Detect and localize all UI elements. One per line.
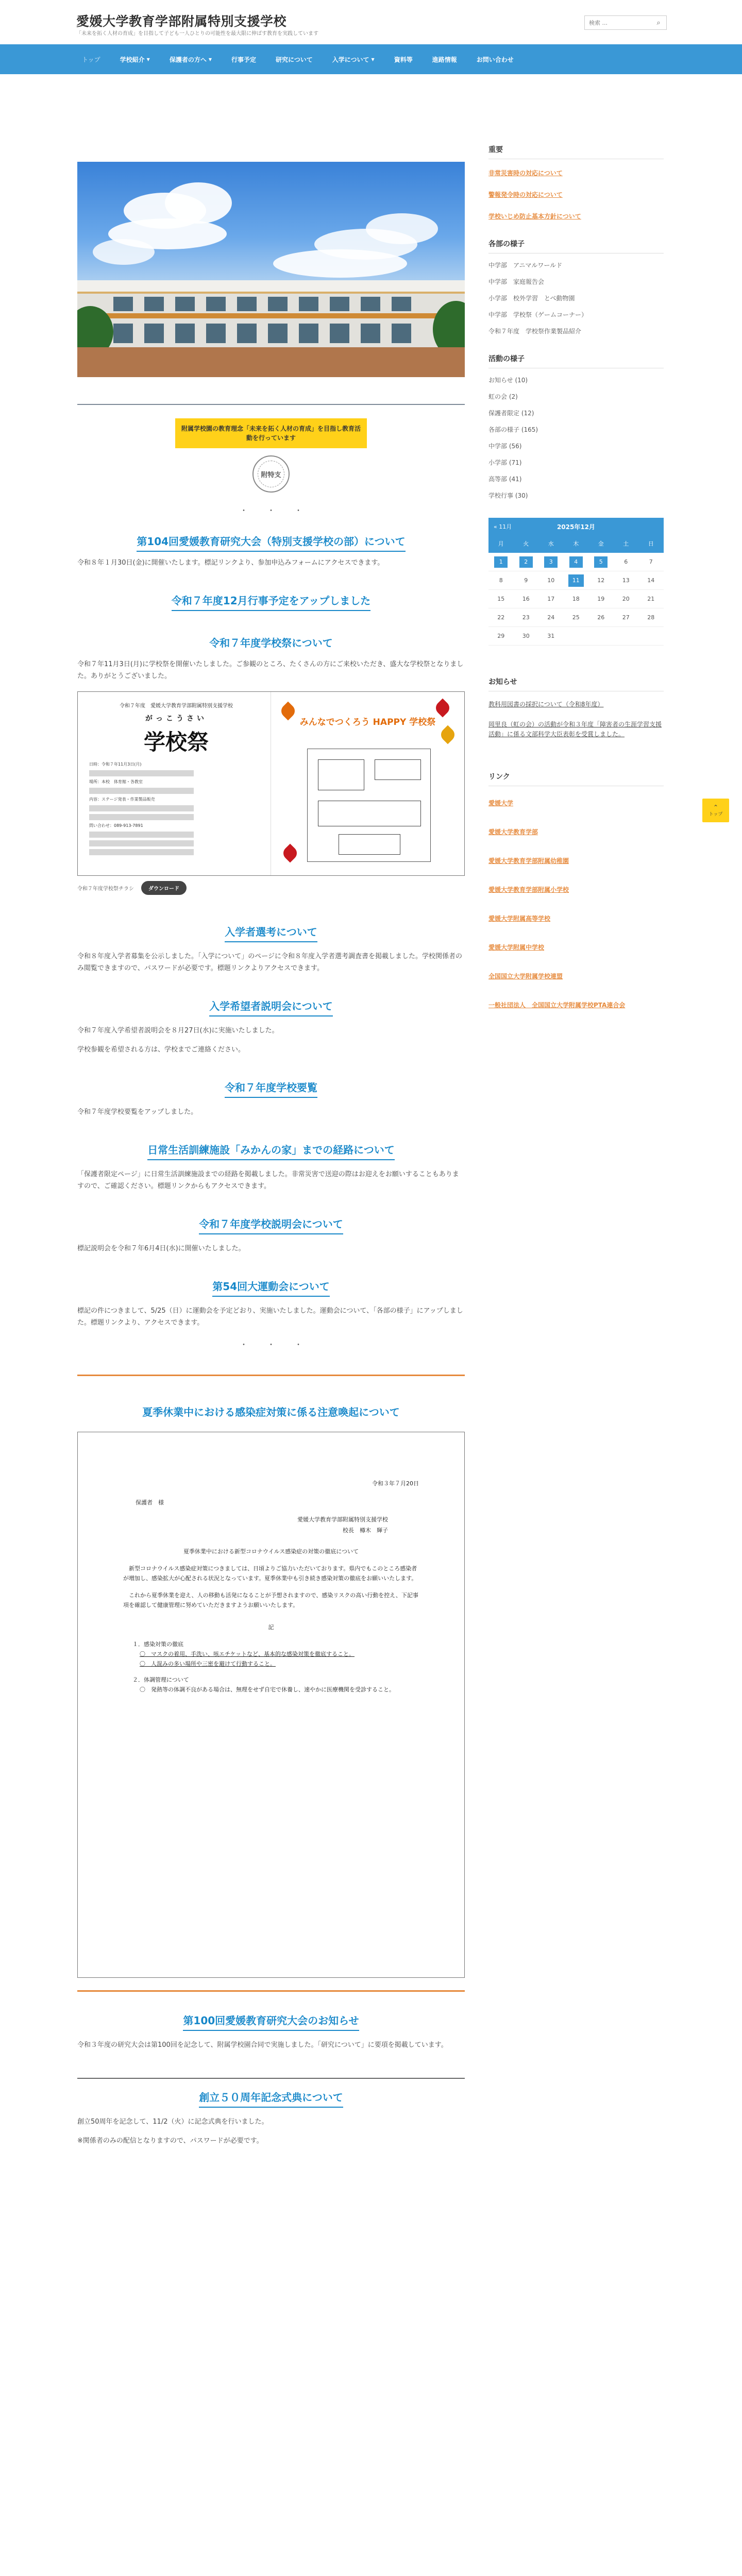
sidebar-sections	[488, 239, 664, 336]
day-number: 7	[649, 558, 653, 565]
notice-document	[77, 1432, 465, 1978]
notice-list-item: ２．体調管理について	[132, 1676, 189, 1683]
calendar-prev-link[interactable]: « 11月	[494, 523, 512, 530]
calendar-day	[614, 608, 639, 626]
calendar-day	[638, 571, 664, 589]
nav-label: トップ	[82, 56, 100, 63]
post	[77, 2013, 465, 2051]
banner-text: 附属学校園の教育理念「未来を拓く人材の育成」を目指し教育活動を行っています	[175, 418, 367, 448]
post-body: ※関係者のみの配信となりますので、パスワードが必要です。	[77, 2137, 263, 2145]
sidebar-external-link[interactable]: 全国国立大学附属学校連盟	[488, 973, 563, 980]
download-button[interactable]: ダウンロード	[141, 881, 187, 895]
day-number: 16	[522, 596, 530, 602]
banner	[77, 418, 465, 448]
arrow-up-icon: ⌃	[713, 803, 719, 811]
calendar-day[interactable]	[538, 553, 564, 571]
calendar-day	[538, 590, 564, 608]
notice-subject: 夏季休業中における新型コロナウイルス感染症の対策の徹底について	[183, 1548, 359, 1555]
site-header	[0, 0, 742, 44]
festival-flyer	[77, 691, 465, 876]
day-number: 10	[547, 577, 555, 584]
weekday: 土	[623, 540, 629, 547]
calendar-week	[488, 553, 664, 571]
flyer-heading: 令和７年度 愛媛大学教育学部附属特別支援学校	[120, 703, 233, 709]
calendar-day[interactable]	[514, 553, 539, 571]
post	[77, 999, 465, 1056]
post	[77, 1279, 465, 1329]
calendar-day	[514, 627, 539, 645]
separator-dots: ・・・	[240, 1340, 322, 1349]
sidebar-external-link[interactable]: 愛媛大学教育学部	[488, 828, 538, 836]
calendar-title: 2025年12月	[556, 523, 596, 531]
chevron-down-icon: ▼	[146, 57, 150, 62]
post-body: 令和８年度入学者募集を公示しました。「入学について」のページに令和８年度入学者選考調査書を掲載しました。学校関係者のみ閲覧できますので、パスワードが必要です。標題リンクよりアクセスできます。	[77, 953, 462, 972]
calendar-day	[614, 571, 639, 589]
global-nav	[0, 44, 742, 74]
post	[77, 1143, 465, 1192]
weekday: 火	[523, 540, 529, 547]
search-input[interactable]	[585, 20, 651, 26]
day-number: 30	[522, 633, 530, 639]
post-title: 夏季休業中における感染症対策に係る注意喚起について	[142, 1406, 400, 1418]
sidebar-external-link[interactable]: 愛媛大学	[488, 800, 514, 807]
weekday: 日	[648, 540, 654, 547]
sidebar-category-link[interactable]: 学校行事 (30)	[488, 492, 528, 499]
nav-item-top[interactable]	[72, 44, 110, 74]
calendar-day	[588, 627, 614, 645]
day-number: 5	[594, 556, 608, 568]
pdf-caption	[77, 881, 465, 895]
calendar-day	[638, 590, 664, 608]
post	[77, 594, 465, 611]
calendar-day	[638, 627, 664, 645]
sidebar-important-link[interactable]: 警報発令時の対応について	[488, 191, 563, 198]
back-to-top-button[interactable]	[702, 799, 729, 822]
sidebar-category-link[interactable]: お知らせ (10)	[488, 377, 528, 384]
post-title-link[interactable]: 日常生活訓練施設「みかんの家」までの経路について	[147, 1143, 395, 1160]
weekday: 木	[573, 540, 579, 547]
calendar-day	[614, 553, 639, 571]
flyer-left	[78, 692, 271, 875]
nav-item-about[interactable]	[110, 44, 160, 74]
day-number: 4	[569, 556, 583, 568]
sidebar-category-link[interactable]: 各部の様子 (165)	[488, 426, 538, 433]
day-number: 24	[547, 614, 555, 621]
sidebar-external-link[interactable]: 愛媛大学教育学部附属幼稚園	[488, 857, 569, 865]
post-title-link[interactable]: 第104回愛媛教育研究大会（特別支援学校の部）について	[137, 534, 405, 552]
day-number: 29	[497, 633, 505, 639]
post-title-link[interactable]: 令和７年度12月行事予定をアップしました	[172, 594, 370, 611]
sidebar-section-link[interactable]: 中学部 学校祭（ゲームコーナー）	[488, 311, 588, 318]
sidebar-important-link[interactable]: 非常災害時の対応について	[488, 170, 563, 177]
calendar-day	[538, 627, 564, 645]
post-title-link[interactable]: 創立５０周年記念式典について	[199, 2090, 343, 2108]
sidebar-category-link[interactable]: 虹の会 (2)	[488, 393, 518, 400]
post-body: 創立50周年を記念して、11/2（火）に記念式典を行いました。	[77, 2118, 268, 2126]
nav-label: 行事予定	[231, 56, 256, 63]
post	[77, 2090, 465, 2147]
calendar-week	[488, 627, 664, 646]
weekday: 水	[548, 540, 554, 547]
divider	[77, 1990, 465, 1992]
nav-label: 入学について	[332, 56, 369, 63]
post-body: 令和７年度入学希望者説明会を８月27日(水)に実施いたしました。	[77, 1027, 279, 1035]
day-number: 2	[519, 556, 533, 568]
day-number: 27	[622, 614, 630, 621]
search-icon[interactable]: ⌕	[656, 19, 661, 27]
day-number: 14	[647, 577, 655, 584]
calendar-day	[564, 608, 589, 626]
calendar-day	[564, 590, 589, 608]
notice-list-item: １．感染対策の徹底	[132, 1641, 183, 1648]
flyer-title: 学校祭	[143, 730, 209, 755]
calendar-day	[488, 627, 514, 645]
post-title-link[interactable]: 令和７年度学校要覧	[225, 1080, 317, 1098]
content-area	[0, 74, 742, 2576]
calendar-widget	[488, 518, 664, 646]
sidebar-heading: 各部の様子	[488, 239, 664, 253]
sidebar-important	[488, 144, 664, 221]
calendar-day	[614, 627, 639, 645]
notice-ki: 記	[268, 1624, 274, 1631]
notice-date: 令和３年７月20日	[372, 1480, 419, 1487]
sidebar-category-link[interactable]: 保護者限定 (12)	[488, 410, 534, 417]
day-number: 6	[624, 558, 628, 565]
sidebar-external-link[interactable]: 一般社団法人 全国国立大学附属学校PTA連合会	[488, 1002, 626, 1009]
sidebar-heading: お知らせ	[488, 676, 664, 691]
nav-item-admission[interactable]	[323, 44, 384, 74]
post-body: 令和７年度学校要覧をアップしました。	[77, 1108, 198, 1116]
day-number: 8	[499, 577, 503, 584]
calendar-day	[638, 608, 664, 626]
nav-label: 保護者の方へ	[169, 56, 207, 63]
sidebar-external-link[interactable]: 愛媛大学附属高等学校	[488, 915, 551, 922]
post-body: 令和７年11月3日(月)に学校祭を開催いたしました。ご参観のところ、たくさんの方にご来校いただき、盛大な学校祭となりました。ありがとうございました。	[77, 660, 464, 680]
day-number: 21	[647, 596, 655, 602]
nav-item-parents[interactable]	[160, 44, 222, 74]
sidebar-news	[488, 676, 664, 739]
day-number: 26	[597, 614, 605, 621]
weekday: 金	[598, 540, 604, 547]
calendar-day[interactable]	[588, 553, 614, 571]
day-number: 11	[568, 574, 584, 587]
post-body: 令和８年１月30日(金)に開催いたします。標記リンクより、参加申込みフォームにアクセスできます。	[77, 559, 384, 567]
nav-label: 学校紹介	[120, 56, 145, 63]
day-number: 18	[572, 596, 580, 602]
post-body: 標記の件につきまして、5/25（日）に運動会を予定どおり、実施いたしました。運動会について、「各部の様子」にアップしました。標題リンクより、アクセスできます。	[77, 1307, 463, 1327]
sidebar	[488, 144, 664, 1027]
flyer-kana: がっこうさい	[145, 715, 207, 723]
calendar-day	[488, 608, 514, 626]
post-title-link[interactable]: 第54回大運動会について	[212, 1279, 329, 1297]
calendar-day	[514, 571, 539, 589]
day-number: 15	[497, 596, 505, 602]
post	[77, 925, 465, 974]
calendar-day	[488, 590, 514, 608]
calendar-week	[488, 608, 664, 627]
post	[77, 534, 465, 569]
nav-item-career[interactable]	[423, 44, 467, 74]
sidebar-category-link[interactable]: 小学部 (71)	[488, 459, 522, 466]
calendar-day	[488, 571, 514, 589]
pdf-link[interactable]: 令和７年度学校祭チラシ	[77, 886, 134, 892]
school-emblem	[252, 455, 290, 493]
calendar-day	[538, 608, 564, 626]
post-title-link[interactable]: 入学者選考について	[225, 925, 317, 942]
divider	[77, 2078, 465, 2079]
weekday: 月	[498, 540, 504, 547]
nav-label: 研究について	[276, 56, 313, 63]
calendar-day	[514, 608, 539, 626]
sidebar-heading: 重要	[488, 144, 664, 159]
flyer-line: 内容：ステージ発表・作業製品販売	[89, 797, 155, 802]
sidebar-section-link[interactable]: 小学部 校外学習 とべ動物園	[488, 295, 575, 302]
back-to-top-label: トップ	[709, 811, 723, 817]
search-box	[584, 15, 667, 30]
sidebar-news-link[interactable]: 教科用図書の採択について（令和8年度）	[488, 701, 604, 708]
chevron-down-icon: ▼	[371, 57, 375, 62]
day-number: 3	[544, 556, 558, 568]
nav-label: お問い合わせ	[476, 56, 514, 63]
day-number: 22	[497, 614, 505, 621]
day-number: 23	[522, 614, 530, 621]
day-number: 17	[547, 596, 555, 602]
post-body: 標記説明会を令和７年6月4日(水)に開催いたしました。	[77, 1245, 245, 1252]
flyer-happy-title: みんなでつくろう HAPPY 学校祭	[299, 717, 436, 727]
main-content	[77, 162, 465, 2147]
day-number: 13	[622, 577, 630, 584]
notice-list-item: 〇 発熱等の体調不良がある場合は、無理をせず自宅で休養し、速やかに医療機関を受診すること。	[140, 1686, 395, 1693]
site-description: 「未来を拓く人材の育成」を目指して子ども一人ひとりの可能性を最大限に伸ばす教育を実践しています	[76, 31, 318, 37]
post	[77, 1405, 465, 1419]
calendar-day[interactable]	[564, 553, 589, 571]
flyer-map	[307, 749, 431, 862]
calendar-day	[588, 571, 614, 589]
calendar-header	[488, 518, 664, 535]
notice-list-item: 〇 マスクの着用、手洗い、咳エチケットなど、基本的な感染対策を徹底すること。	[140, 1651, 355, 1657]
divider	[77, 1375, 465, 1376]
post-title-link[interactable]: 入学希望者説明会について	[209, 999, 333, 1016]
calendar-day	[564, 627, 589, 645]
day-number: 12	[597, 577, 605, 584]
separator-dots: ・・・	[240, 506, 322, 515]
sidebar-heading: 活動の様子	[488, 353, 664, 368]
calendar-day	[588, 608, 614, 626]
sidebar-external-link[interactable]: 愛媛大学附属中学校	[488, 944, 545, 951]
sidebar-news-link[interactable]: 岡里良（虹の会）の活動が令和３年度「障害者の生涯学習支援活動」に係る文部科学大臣表彰を受賞しました。	[488, 721, 662, 738]
sidebar-section-link[interactable]: 中学部 家庭報告会	[488, 278, 545, 285]
flyer-line: 場所：本校 体育館・各教室	[89, 779, 143, 784]
notice-recipient: 保護者 様	[136, 1499, 164, 1506]
hero-image	[77, 162, 465, 377]
nav-item-contact[interactable]	[467, 44, 524, 74]
day-number: 25	[572, 614, 580, 621]
post-title-link[interactable]: 令和７年度学校説明会について	[199, 1217, 343, 1234]
post-body: 学校参観を希望される方は、学校までご連絡ください。	[77, 1046, 245, 1054]
sidebar-important-link[interactable]: 学校いじめ防止基本方針について	[488, 213, 581, 220]
calendar-day	[614, 590, 639, 608]
nav-item-documents[interactable]	[384, 44, 423, 74]
sidebar-section-link[interactable]: 中学部 アニマルワールド	[488, 262, 563, 269]
day-number: 19	[597, 596, 605, 602]
notice-paragraph: 新型コロナウイルス感染症対策につきましては、日頃よりご協力いただいております。県内でもこのところ感染者が増加し、感染拡大が心配される状況となっています。夏季休業中も引き続き感染対策の徹底をお願いいたします。	[123, 1565, 417, 1582]
emblem-text: 附特支	[261, 471, 281, 479]
notice-list	[123, 1639, 419, 1694]
post-body: 「保護者限定ページ」に日常生活訓練施設までの経路を掲載しました。非常災害で送迎の際はお迎えをお願いすることもありますので、ご確認ください。標題リンクからもアクセスできます。	[77, 1171, 459, 1190]
sidebar-activities	[488, 353, 664, 500]
notice-sender-name: 校長 樽木 輝子	[343, 1527, 388, 1534]
post	[77, 1217, 465, 1255]
calendar-day[interactable]	[488, 553, 514, 571]
day-number: 28	[647, 614, 655, 621]
post-title-link[interactable]: 第100回愛媛教育研究大会のお知らせ	[183, 2013, 359, 2031]
notice-paragraph: これから夏季休業を迎え、人の移動も活発になることが予想されますので、感染リスクの高い行動を控え、下記事項を確認して健康管理に努めていただきますようお願いいたします。	[123, 1592, 418, 1608]
post	[77, 636, 465, 682]
day-number: 1	[494, 556, 508, 568]
calendar-day	[638, 553, 664, 571]
day-number: 20	[622, 596, 630, 602]
sidebar-links	[488, 771, 664, 1010]
sidebar-section-link[interactable]: 令和７年度 学校祭作業製品紹介	[488, 328, 582, 335]
calendar-day	[588, 590, 614, 608]
flyer-line: 日時：令和７年11月3日(月)	[89, 762, 142, 767]
post-body: 令和３年度の研究大会は第100回を記念して、附属学校園合同で実施しました。「研究について」に要項を掲載しています。	[77, 2041, 448, 2049]
flyer-right	[271, 692, 464, 875]
sidebar-category-link[interactable]: 高等部 (41)	[488, 476, 522, 483]
nav-item-research[interactable]	[266, 44, 323, 74]
calendar-week	[488, 590, 664, 608]
calendar-grid	[488, 535, 664, 646]
calendar-weekdays	[488, 535, 664, 553]
calendar-day	[514, 590, 539, 608]
calendar-day	[538, 571, 564, 589]
sidebar-category-link[interactable]: 中学部 (56)	[488, 443, 522, 450]
calendar-week	[488, 571, 664, 590]
nav-item-events[interactable]	[222, 44, 266, 74]
sidebar-heading: リンク	[488, 771, 664, 786]
post-title: 令和７年度学校祭について	[209, 637, 333, 649]
divider	[77, 404, 465, 405]
site-title[interactable]: 愛媛大学教育学部附属特別支援学校	[76, 14, 287, 29]
chevron-down-icon: ▼	[208, 57, 212, 62]
flyer-line: 問い合わせ：089-913-7891	[89, 823, 143, 828]
post	[77, 1080, 465, 1118]
sidebar-external-link[interactable]: 愛媛大学教育学部附属小学校	[488, 886, 569, 893]
notice-sender: 愛媛大学教育学部附属特別支援学校	[297, 1516, 388, 1523]
flyer-details	[89, 761, 263, 855]
nav-label: 資料等	[394, 56, 413, 63]
nav-label: 進路情報	[432, 56, 457, 63]
notice-list-item: 〇 人混みの多い場所や三密を避けて行動すること。	[140, 1660, 276, 1667]
calendar-day-today[interactable]	[564, 571, 589, 589]
day-number: 31	[547, 633, 555, 639]
day-number: 9	[524, 577, 528, 584]
